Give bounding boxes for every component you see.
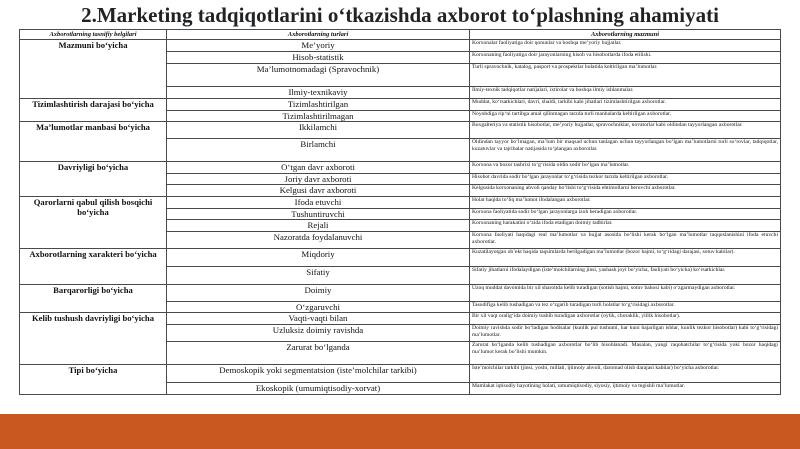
description-cell: Buxgalteriya va statistik hisobotlar, me’yoriy hujjatlar, spravochniklar, novatorlar kabi oldindan tayyorlangan axborotlar. bbox=[470, 122, 781, 139]
description-cell: Kuzatilayotgan ob’ekt haqida taqsimlarda berilgadigan ma’lumotlar (bozor hajmi, to‘g‘ridagi darajasi, sotuv kabilar). bbox=[470, 248, 781, 266]
table-row bbox=[20, 248, 781, 266]
description-cell: Tasodifiga kelib tushadigan va tez o‘zgarib turadigan turli holatlar to‘g‘risidagi axborotlar. bbox=[470, 301, 781, 313]
description-cell: Kelgusida korxonaning ahvoli qanday bo‘lishi to‘g‘risida ehtimollarni beruvchi axborotlar. bbox=[470, 185, 781, 197]
type-cell: Kelgusi davr axboroti bbox=[167, 185, 470, 197]
table-row bbox=[20, 162, 781, 174]
description-cell: Oldindan tayyor bo‘lmagan, ma’lum bir maqsad uchun tanlagan uchun tayyorlangan bo‘lgan ma’lumotlarni turli so‘rovlar, tadqiqotlar, kuzatuvlar va tajribalar natijasida to‘plangan axborotlar. bbox=[470, 139, 781, 162]
description-cell: Korxonalar faoliyatiga doir qonunlar va boshqa me’yoriy hujjatlar. bbox=[470, 40, 781, 52]
type-cell: Uzluksiz doimiy ravishda bbox=[167, 324, 470, 341]
description-cell: Korxona faoliyatida sodir bo‘lgan jarayonlarga izoh beradigan axborotlar. bbox=[470, 208, 781, 220]
type-cell: Ma’lumotnomadagi (Spravochnik) bbox=[167, 64, 470, 87]
criterion-cell: Davriyligi bo‘yicha bbox=[20, 162, 167, 197]
type-cell: Joriy davr axboroti bbox=[167, 173, 470, 185]
type-cell: Ilmiy-texnikaviy bbox=[167, 87, 470, 99]
type-cell: Tizimlashtirilmagan bbox=[167, 110, 470, 122]
type-cell: Tushuntiruvchi bbox=[167, 208, 470, 220]
table-header-row bbox=[20, 30, 781, 40]
description-cell: Bir xil vaqt oralig‘ida doimiy tushib turadigan axborotlar (oylik, choraklik, yillik hisobotlar). bbox=[470, 313, 781, 325]
criterion-cell: Kelib tushush davriyligi bo‘yicha bbox=[20, 313, 167, 365]
table-row bbox=[20, 364, 781, 382]
description-cell: Korxona faoliyati haqidagi real ma’lumotlar va hujjat asosida bo‘lishi kerak bo‘lgan ma’lumotlar taqqoslanishini ifoda etuvchi axborotlar. bbox=[470, 231, 781, 248]
description-cell: Noyobdiga rip‘ni tartibga amal qilinmagan tarzda turli manbalarda keltirilgan axborotlar. bbox=[470, 110, 781, 122]
description-cell: Uzoq muddat davomida bir xil sharoitda kelib turadigan (sotish hajmi, sotuv bahosi kabi) o‘zgarmaydigan axborotlar. bbox=[470, 284, 781, 301]
criterion-cell: Mazmuni bo‘yicha bbox=[20, 40, 167, 99]
classification-table bbox=[19, 29, 781, 395]
description-cell: Holat haqida to‘liq ma’lumot ifodalangan axborotlar. bbox=[470, 196, 781, 208]
header-criteria: Axborotlarning tasnifiy belgilari bbox=[20, 30, 167, 40]
type-cell: Doimiy bbox=[167, 284, 470, 301]
type-cell: Ekoskopik (umumiqtisodiy-xorvat) bbox=[167, 382, 470, 394]
description-cell: Sifatiy jihatlarni ifodalaydigan (iste’molchilarning jinsi, yashash joyi bo‘yicha, faoliyati bo‘yicha) ko‘rsatkichlar. bbox=[470, 266, 781, 284]
description-cell: Hisobot davrida sodir bo‘lgan jarayonlar to‘g‘risida tezkor tarzda keltirilgan axborotlar. bbox=[470, 173, 781, 185]
criterion-cell: Axborotlarning xarakteri bo‘yicha bbox=[20, 248, 167, 284]
criterion-cell: Tizimlashtirish darajasi bo‘yicha bbox=[20, 99, 167, 122]
criterion-cell: Ma’lumotlar manbasi bo‘yicha bbox=[20, 122, 167, 162]
type-cell: Hisob-statistik bbox=[167, 52, 470, 64]
type-cell: Zarurat bo‘lganda bbox=[167, 341, 470, 364]
description-cell: Zarurat bo‘lganda kelib tushadigan axborotlar bo‘lib hisoblanadi. Masalan, yangi raqobatchilar to‘g‘risida yoki bozor haqidagi ma’lumot kerak bo‘lishi mumkin. bbox=[470, 341, 781, 364]
type-cell: Rejali bbox=[167, 220, 470, 232]
criterion-cell: Qarorlarni qabul qilish bosqichi bo‘yicha bbox=[20, 196, 167, 248]
description-cell: Iste’molchilar tarkibi (jinsi, yoshi, millati, ijtimoiy ahvoli, daromad olish darajasi kabilar) bo‘yicha axborotlar. bbox=[470, 364, 781, 382]
type-cell: Nazoratda foydalanuvchi bbox=[167, 231, 470, 248]
description-cell: Turli spravochnik, katalog, pasport va prospektlar holatida keltirilgan ma’lumotlar. bbox=[470, 64, 781, 87]
description-cell: Korxona va bozor tashrixi to‘g‘risida oldin sodir bo‘lgan ma’lumotlar. bbox=[470, 162, 781, 174]
header-content: Axborotlarning mazmuni bbox=[470, 30, 781, 40]
description-cell: Mamlakat iqtisodiy hayotining holati, umumiqtisodiy, siyosiy, ijtimoiy va tegishli ma’lumotlar. bbox=[470, 382, 781, 394]
type-cell: Demoskopik yoki segmentatsion (iste’molchilar tarkibi) bbox=[167, 364, 470, 382]
table-row bbox=[20, 99, 781, 111]
description-cell: Ilmiy-texnik tadqiqotlar natijalari, ixtirolar va boshqa ilmiy ishlanmalar. bbox=[470, 87, 781, 99]
table-row bbox=[20, 284, 781, 301]
criterion-cell: Barqarorligi bo‘yicha bbox=[20, 284, 167, 313]
type-cell: Miqdoriy bbox=[167, 248, 470, 266]
table-row bbox=[20, 196, 781, 208]
type-cell: Ikkilamchi bbox=[167, 122, 470, 139]
description-cell: Muddat, ko‘rsatkichlari, davri, shaldi, tarkibi kabi jihatlari tizimlashtirilgan axborotlar. bbox=[470, 99, 781, 111]
table-row bbox=[20, 313, 781, 325]
type-cell: Vaqti-vaqti bilan bbox=[167, 313, 470, 325]
description-cell: Korxonaning harakatini o‘zida ifoda etadigan doimiy tadbirlar. bbox=[470, 220, 781, 232]
description-cell: Doimiy ravishda sodir bo‘ladigan hodisalar (kunlik pul tushumi, har kuni bajarilgan ishlar, kunlik tezkor hisobotlar) kabi to‘g‘risidagi ma’lumotlar. bbox=[470, 324, 781, 341]
type-cell: Ifoda etuvchi bbox=[167, 196, 470, 208]
criterion-cell: Tipi bo‘yicha bbox=[20, 364, 167, 394]
type-cell: Birlamchi bbox=[167, 139, 470, 162]
description-cell: Korxonaning faoliyatiga doir jarayonlarning hisob va hisobotlarda ifoda etilishi. bbox=[470, 52, 781, 64]
decorative-bottom-band bbox=[0, 414, 800, 449]
slide-title: 2.Marketing tadqiqotlarini o‘tkazishda axborot to‘plashning ahamiyati bbox=[81, 3, 719, 27]
table-row bbox=[20, 40, 781, 52]
type-cell: Me’yoriy bbox=[167, 40, 470, 52]
table-row bbox=[20, 122, 781, 139]
type-cell: O‘tgan davr axboroti bbox=[167, 162, 470, 174]
type-cell: O‘zgaruvchi bbox=[167, 301, 470, 313]
type-cell: Tizimlashtirilgan bbox=[167, 99, 470, 111]
header-types: Axborotlarning turlari bbox=[167, 30, 470, 40]
type-cell: Sifatiy bbox=[167, 266, 470, 284]
